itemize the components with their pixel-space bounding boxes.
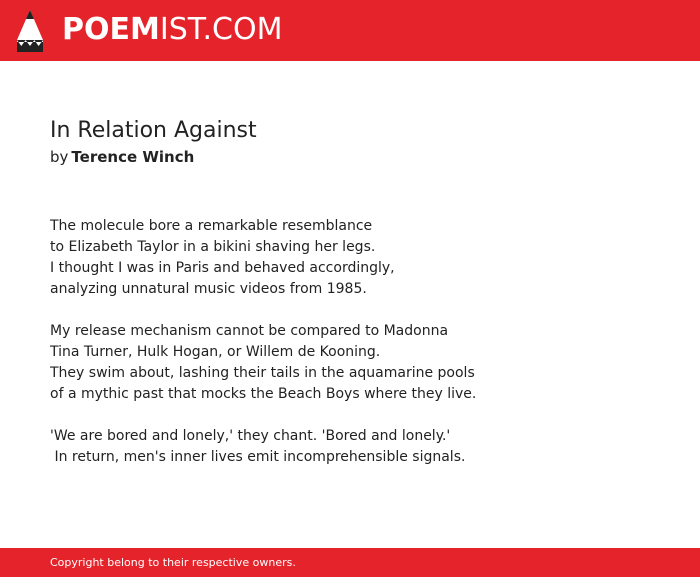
stanza [50,321,670,405]
poem-line: Tina Turner, Hulk Hogan, or Willem de Kooning. [50,344,381,360]
poem-line: to Elizabeth Taylor in a bikini shaving her legs. [50,239,376,255]
poem-line: analyzing unnatural music videos from 1985. [50,281,367,297]
poem-line: of a mythic past that mocks the Beach Boys where they live. [50,386,477,402]
stanza [50,216,670,300]
logo-light-text: IST.COM [159,12,283,47]
poem-line: My release mechanism cannot be compared to Madonna [50,323,449,339]
poem-body [50,216,670,468]
site-header [0,0,700,61]
poem-line: The molecule bore a remarkable resemblance [50,218,373,234]
stanza [50,426,670,468]
author-link[interactable]: Terence Winch [71,148,195,166]
poem-line: They swim about, lashing their tails in the aquamarine pools [50,365,475,381]
logo-bold-text: POEM [62,12,160,47]
site-footer [0,548,700,577]
poem-line: In return, men's inner lives emit incomprehensible signals. [50,449,466,465]
poem-line: 'We are bored and lonely,' they chant. 'Bored and lonely.' [50,428,451,444]
poem-line: I thought I was in Paris and behaved accordingly, [50,260,395,276]
pencil-icon[interactable] [17,10,43,52]
site-logo[interactable] [62,12,282,48]
by-label: by [50,148,69,166]
poem-content [50,116,670,489]
poem-byline [50,146,670,168]
poem-title: In Relation Against [50,118,257,143]
copyright-text: Copyright belong to their respective owners. [50,556,296,569]
